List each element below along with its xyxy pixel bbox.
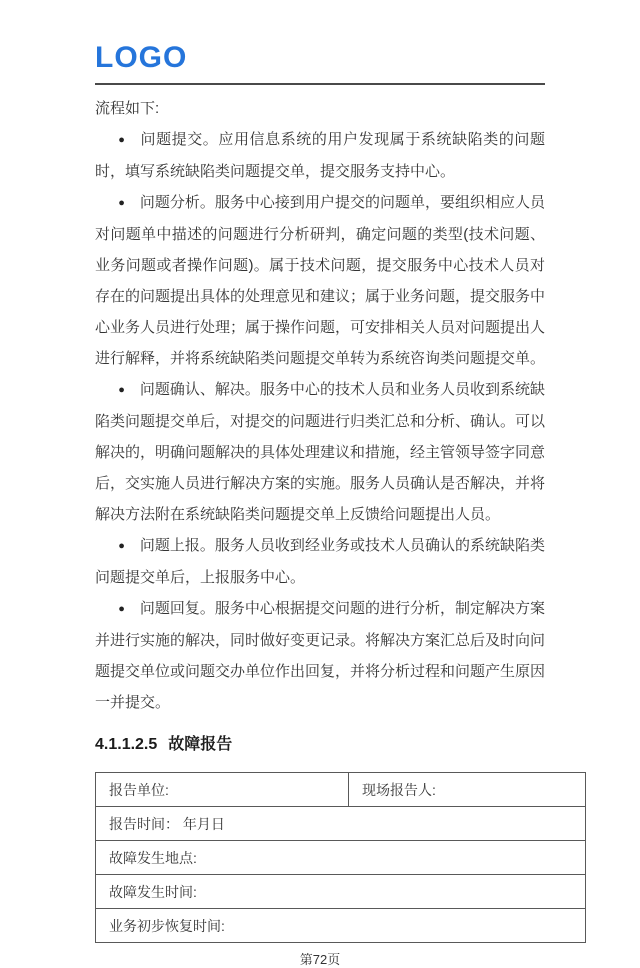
bullet-text: 问题提交。应用信息系统的用户发现属于系统缺陷类的问题时，填写系统缺陷类问题提交单，提交服务支持中心。	[95, 131, 545, 180]
section-heading	[95, 734, 545, 756]
body-text	[95, 93, 545, 718]
bullet-text: 问题回复。服务中心根据提交问题的进行分析，制定解决方案并进行实施的解决，同时做好变更记录。将解决方案汇总后及时向问题提交单位或问题交办单位作出回复，并将分析过程和问题产生原因一并提交。	[95, 600, 546, 711]
bullet-text: 问题分析。服务中心接到用户提交的问题单，要组织相应人员对问题单中描述的问题进行分析研判，确定问题的类型(技术问题、业务问题或者操作问题)。属于技术问题，提交服务中心技术人员对存在的问题提出具体的处理意见和建议；属于业务问题，提交服务中心业务人员进行处理；属于操作问题，可安排相关人员对问题提出人进行解释，并将系统缺陷类问题提交单转为系统咨询类问题提交单。	[95, 194, 546, 367]
table-cell-report-time: 报告时间： 年月日	[96, 807, 586, 841]
table-cell-recovery-time: 业务初步恢复时间:	[96, 909, 586, 943]
table-cell-report-unit: 报告单位:	[96, 773, 349, 807]
logo-block	[95, 0, 545, 73]
bullet-paragraph	[95, 124, 545, 187]
bullet-icon: ●	[118, 384, 125, 396]
bullet-paragraph	[95, 374, 545, 530]
bullet-icon: ●	[118, 603, 125, 615]
bullet-paragraph	[95, 187, 545, 374]
fault-report-table	[95, 772, 586, 943]
bullet-paragraph	[95, 593, 545, 718]
bullet-paragraph	[95, 530, 545, 593]
table-cell-field-reporter: 现场报告人:	[349, 773, 586, 807]
section-title: 故障报告	[168, 736, 233, 753]
bullet-text: 问题上报。服务人员收到经业务或技术人员确认的系统缺陷类问题提交单后，上报服务中心。	[95, 537, 545, 586]
header-divider	[95, 83, 545, 85]
bullet-icon: ●	[118, 197, 125, 209]
table-row	[96, 909, 586, 943]
page-number: 第72页	[299, 952, 341, 967]
table-cell-fault-location: 故障发生地点:	[96, 841, 586, 875]
table-row	[96, 875, 586, 909]
section-number: 4.1.1.2.5	[95, 736, 158, 753]
table-row	[96, 773, 586, 807]
bullet-text: 问题确认、解决。服务中心的技术人员和业务人员收到系统缺陷类问题提交单后，对提交的问题进行归类汇总和分析、确认。可以解决的，明确问题解决的具体处理建议和措施，经主管领导签字同意后，交实施人员进行解决方案的实施。服务人员确认是否解决，并将解决方法附在系统缺陷类问题提交单上反馈给问题提出人员。	[95, 381, 546, 523]
bullet-icon: ●	[118, 134, 126, 146]
intro-text: 流程如下:	[95, 100, 160, 117]
table-cell-fault-time: 故障发生时间:	[96, 875, 586, 909]
bullet-icon: ●	[118, 540, 125, 552]
page-footer	[95, 949, 545, 968]
table-row	[96, 841, 586, 875]
table-row	[96, 807, 586, 841]
logo-text: LOGO	[95, 41, 188, 74]
